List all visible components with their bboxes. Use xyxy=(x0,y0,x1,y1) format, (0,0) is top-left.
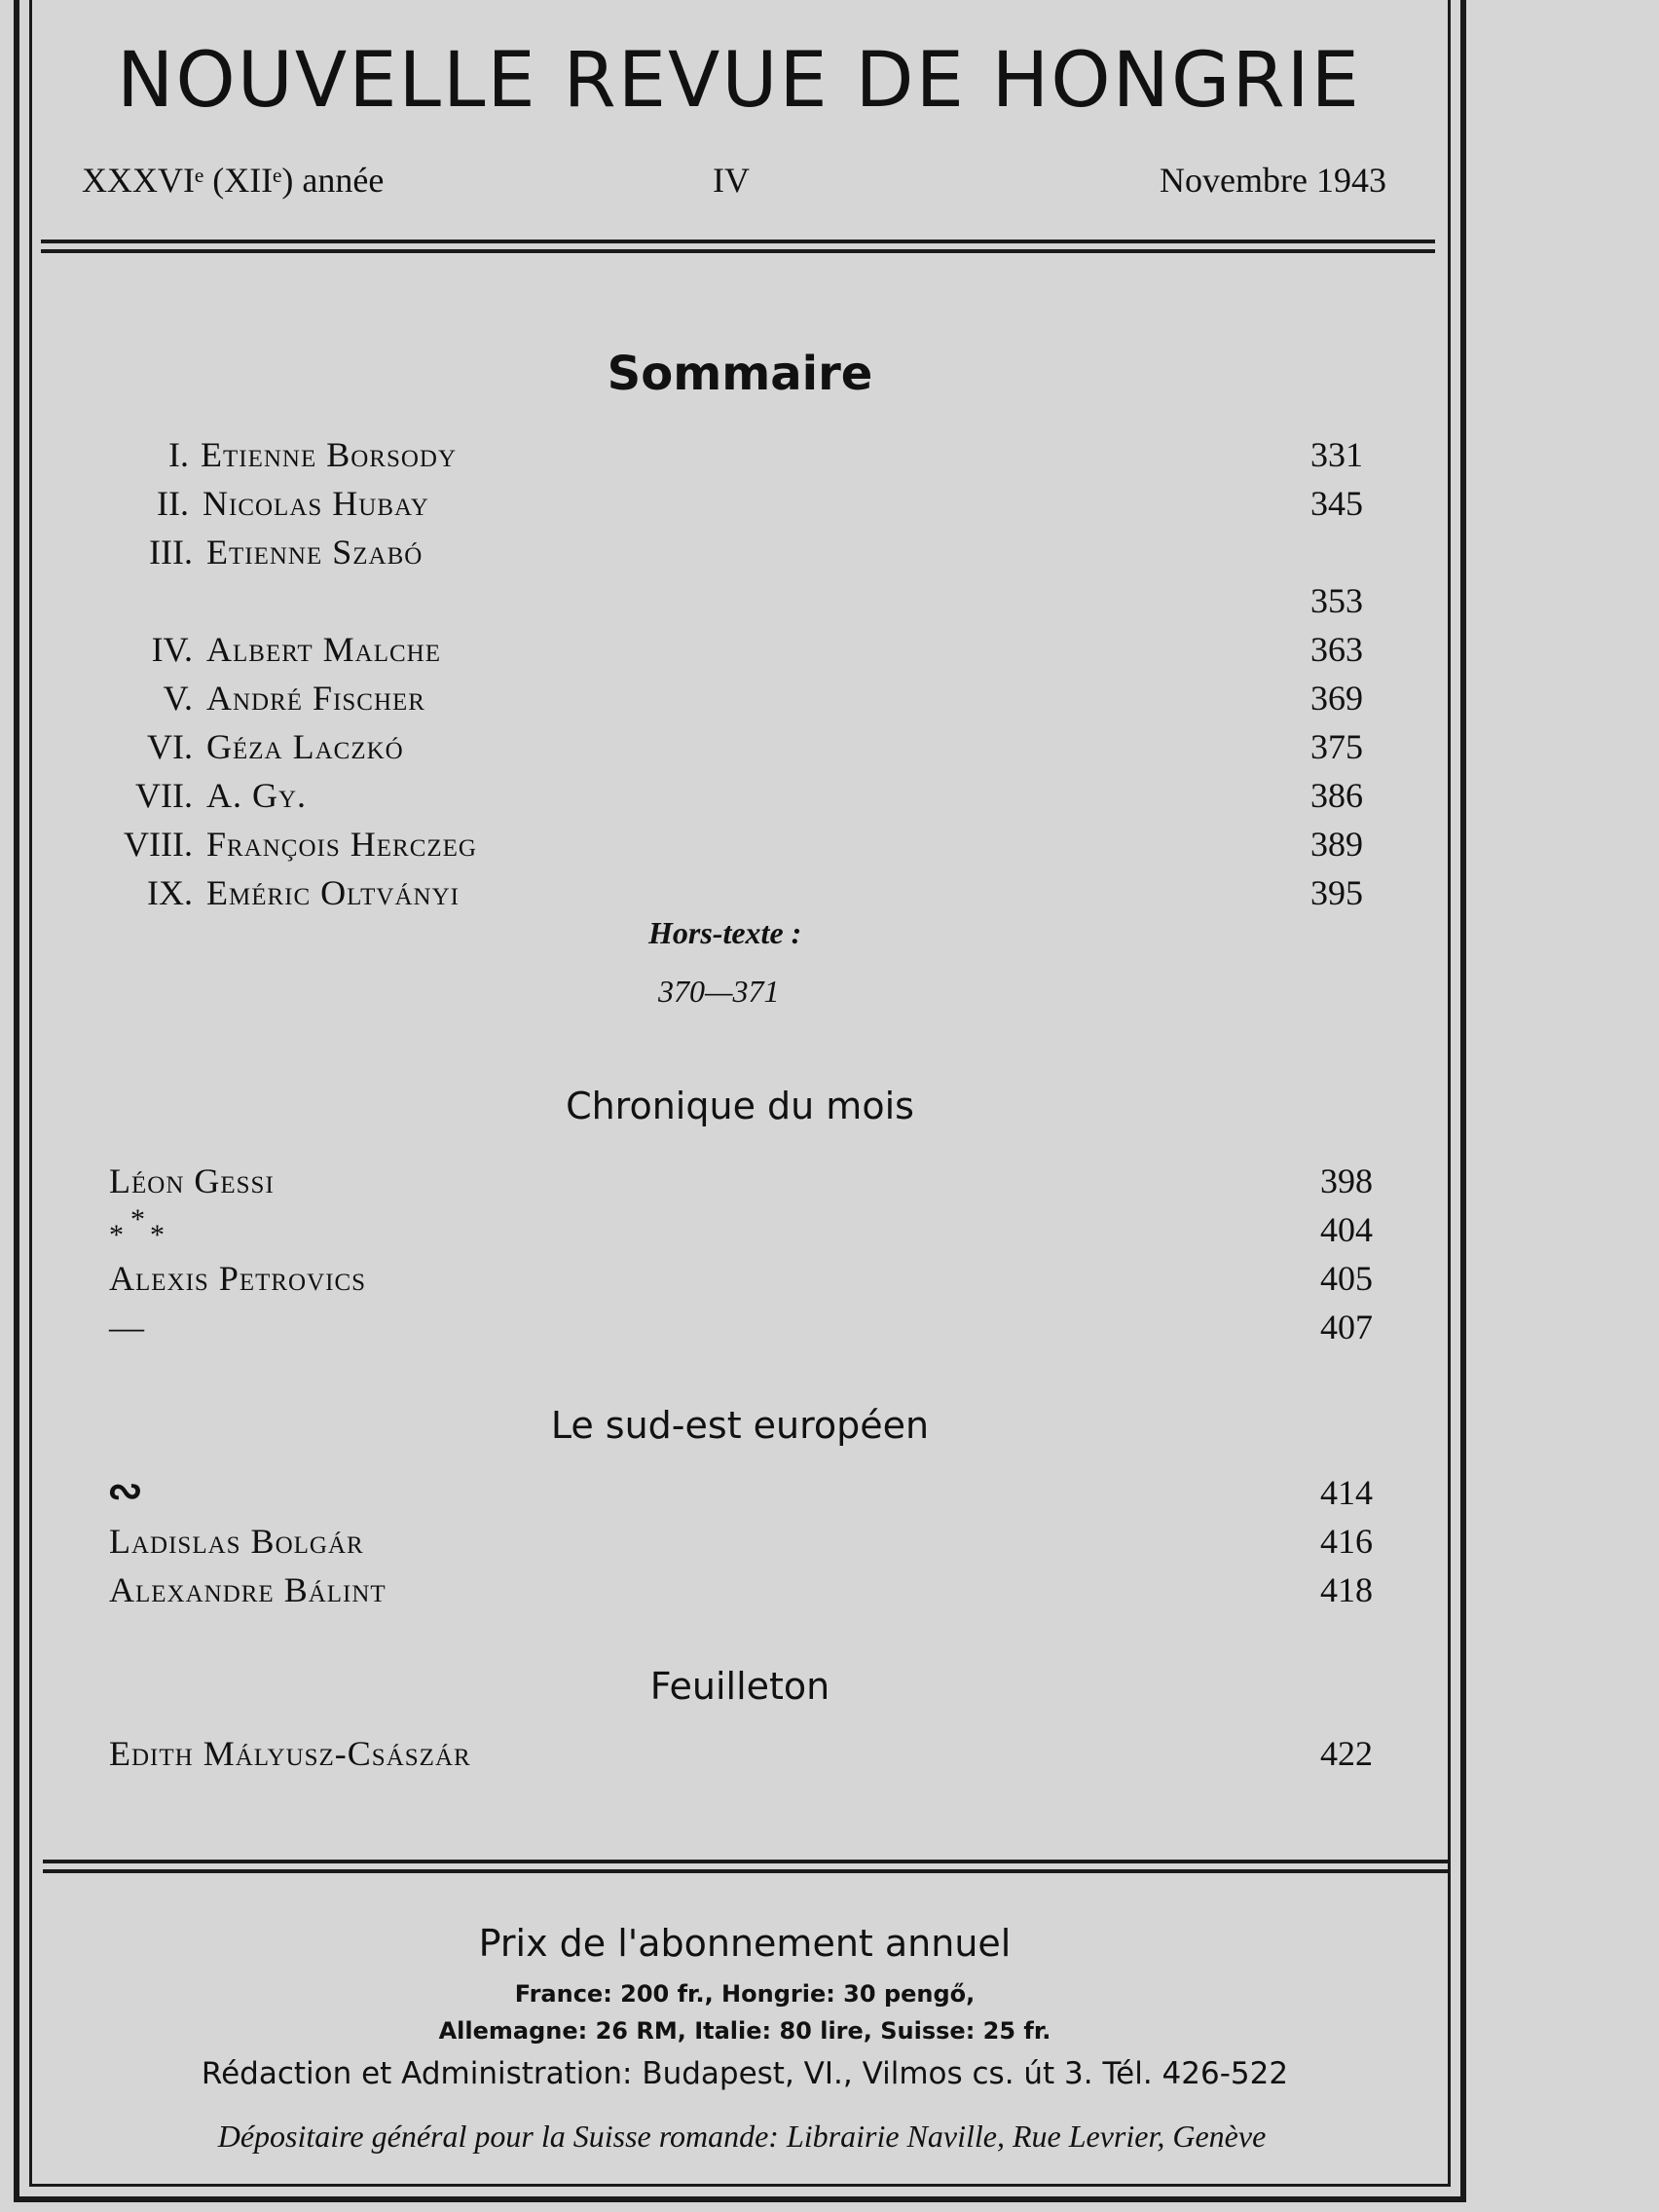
issue-number: IV xyxy=(713,161,750,200)
feuilleton-page: 422 xyxy=(1320,1734,1373,1773)
hors-texte-label: Hors-texte : xyxy=(648,915,802,950)
chronique-page: 404 xyxy=(1320,1210,1373,1249)
journal-title: NOUVELLE REVUE DE HONGRIE xyxy=(117,37,1361,125)
toc-author: André Fischer xyxy=(206,679,425,718)
toc-num: IV. xyxy=(151,630,193,669)
toc-num: VIII. xyxy=(124,825,193,864)
toc-num: I. xyxy=(168,435,189,474)
toc-page: 389 xyxy=(1310,825,1363,864)
sud-est-heading: Le sud-est européen xyxy=(550,1404,930,1447)
sud-est-page: 416 xyxy=(1320,1522,1373,1561)
chronique-page: 407 xyxy=(1320,1308,1373,1346)
toc-page: 363 xyxy=(1310,630,1363,669)
toc-page: 369 xyxy=(1310,679,1363,718)
toc-num: II. xyxy=(157,484,189,523)
toc-page: 353 xyxy=(1310,581,1363,620)
toc-author: Nicolas Hubay xyxy=(203,484,429,523)
hors-texte-pages: 370—371 xyxy=(658,974,780,1009)
toc-author: François Herczeg xyxy=(206,825,477,864)
toc-page: 345 xyxy=(1310,484,1363,523)
toc-page: 395 xyxy=(1310,873,1363,912)
chronique-page: 405 xyxy=(1320,1259,1373,1298)
footer-rule xyxy=(43,1860,1451,1873)
feuilleton-author: Edith Mályusz-Császár xyxy=(109,1734,471,1773)
editorial-address: Rédaction et Administration: Budapest, VI., Vilmos cs. út 3. Tél. 426-522 xyxy=(201,2056,1289,2091)
toc-page: 331 xyxy=(1310,435,1363,474)
chronique-author: Léon Gessi xyxy=(109,1161,275,1200)
toc-num: V. xyxy=(163,679,193,718)
chronique-page: 398 xyxy=(1320,1161,1373,1200)
toc-num: III. xyxy=(149,533,193,571)
sud-est-author: Alexandre Bálint xyxy=(109,1570,387,1609)
sud-est-page: 414 xyxy=(1320,1473,1373,1512)
issue-info xyxy=(82,160,1386,208)
chronique-author: Alexis Petrovics xyxy=(109,1259,367,1298)
tilde-ornament-icon: ∾ xyxy=(107,1466,143,1516)
swiss-distributor: Dépositaire général pour la Suisse romande: Librairie Naville, Rue Levrier, Genève xyxy=(217,2119,1267,2154)
toc-author: Albert Malche xyxy=(206,630,441,669)
toc-author: Eméric Oltványi xyxy=(206,873,460,912)
toc-author: Etienne Borsody xyxy=(201,435,458,474)
subscription-prices-1: France: 200 fr., Hongrie: 30 pengő, xyxy=(514,1980,976,2008)
toc-num: VII. xyxy=(135,776,193,815)
toc-author: A. Gy. xyxy=(206,776,308,815)
toc-author: Etienne Szabó xyxy=(206,533,424,571)
volume-label: XXXVIᵉ (XIIᵉ) année xyxy=(82,161,385,200)
chronique-author: — xyxy=(109,1308,145,1346)
sud-est-author: Ladislas Bolgár xyxy=(109,1522,364,1561)
toc-page: 386 xyxy=(1310,776,1363,815)
subscription-heading: Prix de l'abonnement annuel xyxy=(478,1922,1012,1965)
sud-est-page: 418 xyxy=(1320,1570,1373,1609)
issue-date: Novembre 1943 xyxy=(1160,161,1386,200)
toc-page: 375 xyxy=(1310,727,1363,766)
masthead-rule xyxy=(41,240,1435,253)
sommaire-heading: Sommaire xyxy=(607,347,873,401)
feuilleton-heading: Feuilleton xyxy=(649,1665,830,1708)
journal-page: NOUVELLE REVUE DE HONGRIE XXXVIᵉ (XIIᵉ) année IV Novembre 1943 Sommaire I. Etienne Borsody 331 II. Nicolas Hubay 345 III. Etienne Szabó 353 IV. Albert Malche 363 V. André Fischer 369 VI. Géza Laczkó 375 VII. A. Gy. 386 VIII. François Herczeg 389 IX. Eméric Oltványi 395 Hors-texte : 370—371 Chronique du mois Léon Gessi 398 * * * 404 Alexis Petrovics 405 — 407 Le sud-est européen ∾ 414 Ladislas Bolgár 416 Alexandre Bálint 418 Feuilleton Edith Mályusz-Császár 422 Prix de l'abonnement annuel France: 200 fr., Hongrie: 30 pengő, Allemagne: 26 RM, Italie: 80 lire, Suisse: 25 fr. Rédaction et Administration: Budapest, VI., Vilmos cs. út 3. Tél. 426-522 Dépositaire général pour la Suisse romande: Librairie Naville, Rue Levrier, Genève xyxy=(0,0,1659,2212)
toc-num: IX. xyxy=(147,873,193,912)
toc-author: Géza Laczkó xyxy=(206,727,404,766)
chronique-heading: Chronique du mois xyxy=(566,1085,914,1127)
subscription-prices-2: Allemagne: 26 RM, Italie: 80 lire, Suisse: 25 fr. xyxy=(438,2017,1051,2045)
toc-num: VI. xyxy=(147,727,193,766)
